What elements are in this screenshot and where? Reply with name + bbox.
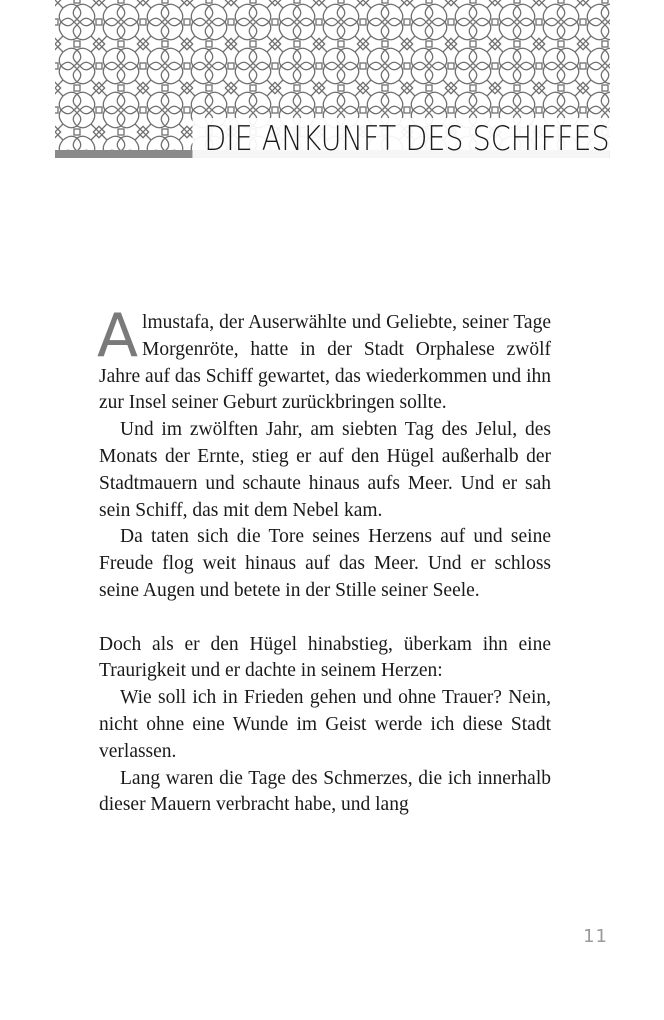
paragraph-2: Und im zwölften Jahr, am siebten Tag des Jelul, des Monats der Ernte, stieg er auf den Hügel außerhalb der Stadtmauern und schaute hinaus aufs Meer. Und er sah sein Schiff, das mit dem Nebel kam. [99, 419, 551, 521]
drop-cap: A [97, 301, 139, 371]
paragraph-5: Wie soll ich in Frieden gehen und ohne Trauer? Nein, nicht ohne eine Wunde im Geist werde ich diese Stadt verlassen. [99, 687, 551, 762]
page-number: 11 [583, 926, 608, 947]
paragraph-3: Da taten sich die Tore seines Herzens auf und seine Freude flog weit hinaus auf das Meer. Und er schloss seine Augen und betete in der Stille seiner Seele. [99, 526, 551, 601]
paragraph-4: Doch als er den Hügel hinabstieg, überkam ihn eine Traurigkeit und er dachte in seinem Herzen: [99, 633, 551, 682]
chapter-text [97, 301, 551, 819]
chapter-title: DIE ANKUNFT DES SCHIFFES [193, 118, 610, 162]
paragraph-6: Lang waren die Tage des Schmerzes, die ich innerhalb dieser Mauern verbracht habe, und lang [99, 767, 551, 816]
paragraph-1-text: lmustafa, der Auserwählte und Geliebte, seiner Tage Morgenröte, hatte in der Stadt Orphalese zwölf Jahre auf das Schiff gewartet, das wiederkommen und ihn zur Insel seiner Geburt zurückbringen sollte. [99, 312, 551, 414]
paragraph-1 [97, 301, 551, 417]
